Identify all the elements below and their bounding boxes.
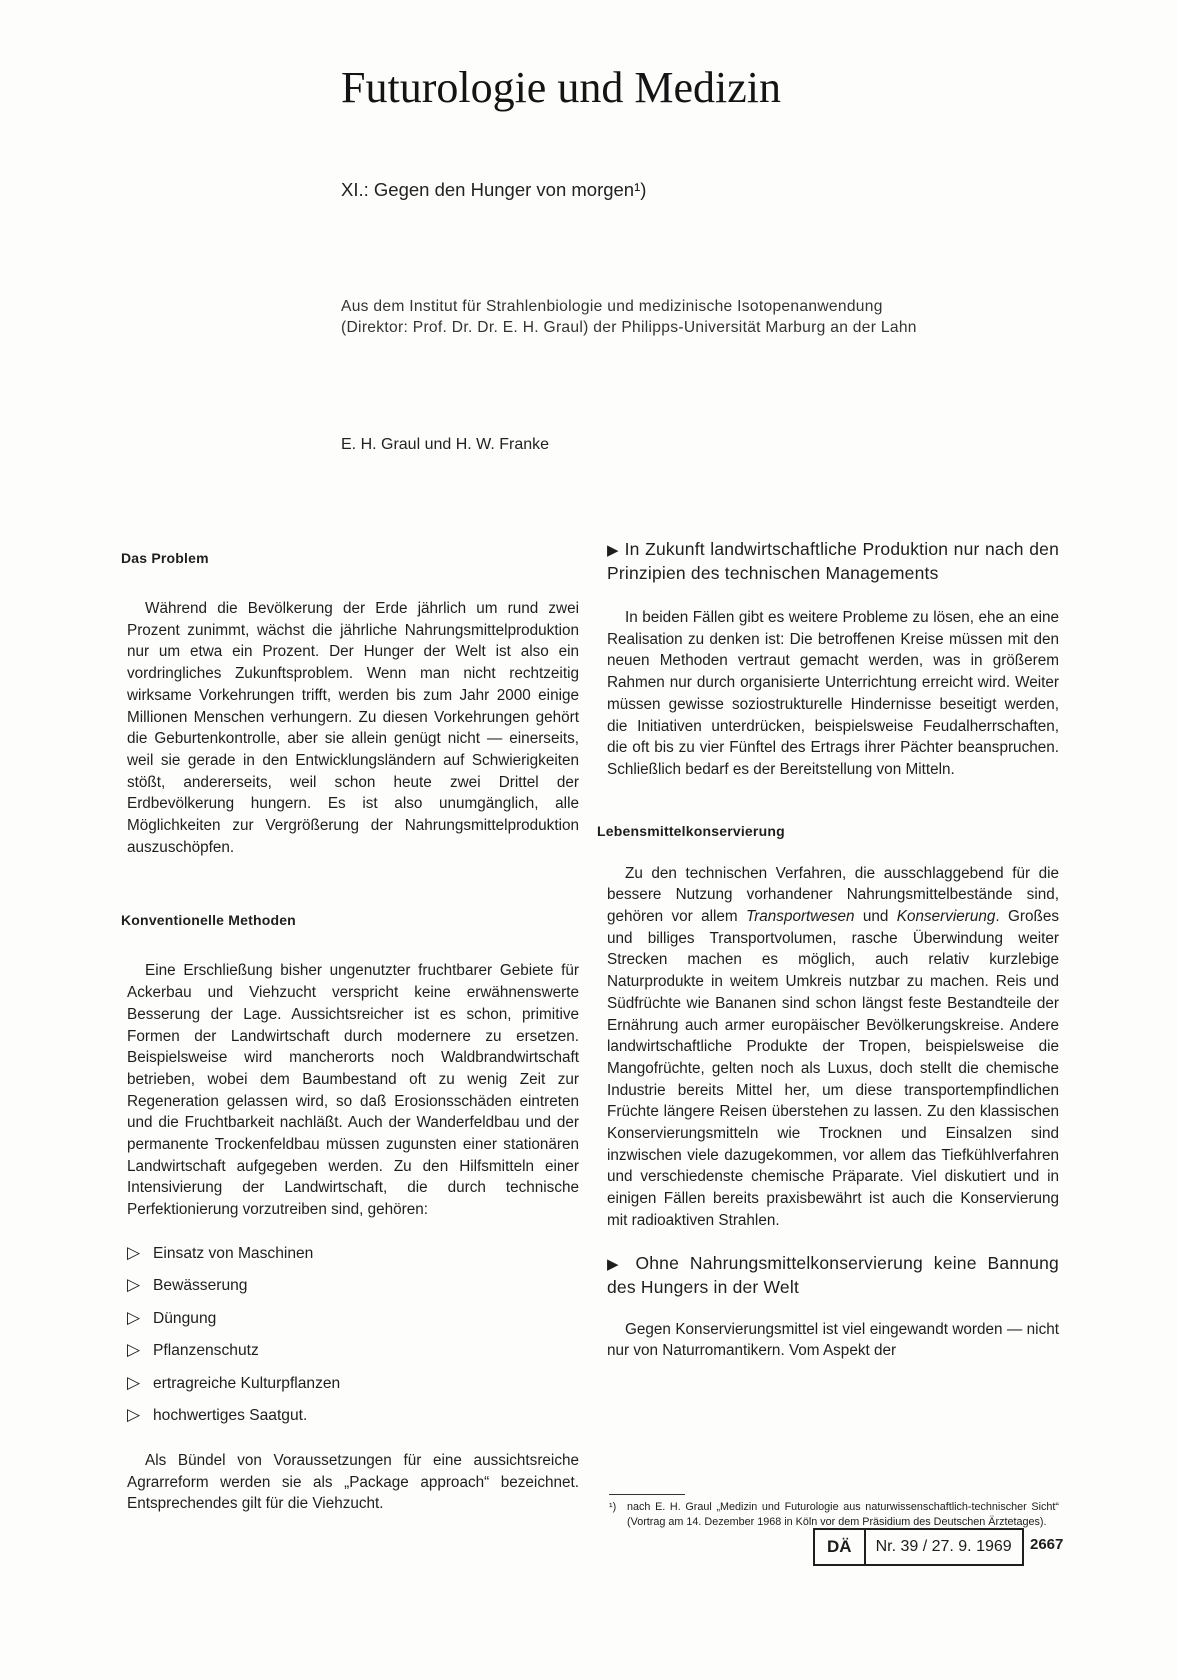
section-heading-lebensmittelkonservierung: Lebensmittelkonservierung	[597, 822, 785, 839]
journal-issue-badge	[813, 1528, 1024, 1566]
list-item: ▷ Düngung	[127, 1302, 579, 1335]
journal-abbreviation: DÄ	[815, 1530, 866, 1564]
footnote-text: nach E. H. Graul „Medizin und Futurologie aus naturwissenschaftlich-technischer Sicht“ (Vortrag am 14. Dezember 1968 in Köln vor dem Präsidium des Deutschen Ärztetages).	[627, 1501, 1059, 1528]
lead-statement-management: ▶ In Zukunft landwirtschaftliche Produktion nur nach den Prinzipien des technischen Managements	[607, 539, 1060, 583]
institute-line-1: Aus dem Institut für Strahlenbiologie und medizinische Isotopenanwendung	[341, 298, 883, 315]
footnote-divider	[609, 1494, 685, 1495]
triangle-outline-icon: ▷	[127, 1242, 141, 1262]
footnote	[609, 1500, 1059, 1529]
paragraph-konservierungsmittel: Gegen Konservierungsmittel ist viel eingewandt worden — nicht nur von Naturromantikern. Vom Aspekt der	[607, 1320, 1059, 1360]
article-title: Futurologie und Medizin	[341, 63, 781, 112]
triangle-outline-icon: ▷	[127, 1275, 141, 1295]
paragraph-package-approach: Als Bündel von Voraussetzungen für eine aussichtsreiche Agrarreform werden sie als „Package approach“ bezeichnet. Entsprechendes gilt für die Viehzucht.	[127, 1451, 579, 1513]
measures-list	[127, 1237, 579, 1432]
left-column	[121, 548, 579, 1515]
footnote-marker: ¹)	[609, 1501, 617, 1513]
right-column	[597, 539, 1060, 1362]
page-number: 2667	[1030, 1536, 1064, 1553]
list-item: ▷ Bewässerung	[127, 1269, 579, 1302]
section-heading-konventionelle-methoden: Konventionelle Methoden	[121, 912, 296, 929]
triangle-filled-icon: ▶	[607, 542, 620, 559]
lead-statement-konservierung: ▶ Ohne Nahrungsmittelkonservierung keine Bannung des Hungers in der Welt	[607, 1252, 1059, 1297]
institute-affiliation	[341, 296, 917, 338]
paragraph-das-problem: Während die Bevölkerung der Erde jährlich um rund zwei Prozent zunimmt, wächst die jährliche Nahrungsmittelproduktion nur um etwa ein Prozent. Der Hunger der Welt ist also ein vordringliches Zukunftsproblem. Wenn man nicht rechtzeitig wirksame Vorkehrungen trifft, werden bis zum Jahr 2000 einige Millionen Menschen verhungern. Zu diesen Vorkehrungen gehört die Geburtenkontrolle, aber sie allein genügt nicht — einerseits, weil sie gerade in den Entwicklungsländern auf Schwierigkeiten stößt, andererseits, weil schon heute zwei Drittel der Erdbevölkerung hungern. Es ist also unumgänglich, alle Möglichkeiten zur Vergrößerung der Nahrungsmittelproduktion auszuschöpfen.	[127, 600, 579, 856]
issue-number-date: Nr. 39 / 27. 9. 1969	[875, 1538, 1012, 1555]
triangle-filled-icon: ▶	[607, 1255, 625, 1273]
triangle-outline-icon: ▷	[127, 1372, 141, 1392]
list-item: ▷ Einsatz von Maschinen	[127, 1237, 579, 1270]
paragraph-lebensmittelkonservierung: Zu den technischen Verfahren, die ausschlaggebend für die bessere Nutzung vorhandener Nahrungsmittelbestände sind, gehören vor allem Transportwesen und Konservierung. Großes und billiges Transportvolumen, rasche Überwindung weiter Strecken machen es möglich, auch relativ kurzlebige Naturprodukte in weitem Umkreis nutzbar zu machen. Reis und Südfrüchte wie Bananen sind schon längst feste Bestandteile der Ernährung auch armer europäischer Bevölkerungskreise. Andere landwirtschaftliche Produkte der Tropen, beispielsweise die Mangofrüchte, gelten noch als Luxus, doch stellt die chemische Industrie bereits Mittel her, um diese transportempfindlichen Früchte längere Reisen überstehen zu lassen. Zu den klassischen Konservierungsmitteln wie Trocknen und Einsalzen sind inzwischen viele dazugekommen, vor allem das Tiefkühlverfahren und verschiedenste chemische Präparate. Viel diskutiert und in einigen Fällen bereits praxisbewährt ist auch die Konservierung mit radioaktiven Strahlen.	[607, 864, 1059, 1229]
list-item: ▷ Pflanzenschutz	[127, 1334, 579, 1367]
list-item: ▷ ertragreiche Kulturpflanzen	[127, 1367, 579, 1400]
list-item: ▷ hochwertiges Saatgut.	[127, 1399, 579, 1432]
triangle-outline-icon: ▷	[127, 1307, 141, 1327]
section-heading-das-problem: Das Problem	[121, 550, 209, 566]
article-subtitle: XI.: Gegen den Hunger von morgen¹)	[341, 179, 647, 200]
triangle-outline-icon: ▷	[127, 1340, 141, 1360]
triangle-outline-icon: ▷	[127, 1405, 141, 1425]
paragraph-konventionelle-methoden: Eine Erschließung bisher ungenutzter fruchtbarer Gebiete für Ackerbau und Viehzucht verspricht keine erwähnenswerte Besserung der Lage. Aussichtsreicher ist es schon, primitive Formen der Landwirtschaft durch modernere zu ersetzen. Beispielsweise wird mancherorts noch Waldbrandwirtschaft betrieben, wobei dem Baumbestand oft zu wenig Zeit zur Regeneration gelassen wird, so daß Erosionsschäden eintreten und die Fruchtbarkeit nachläßt. Auch der Wanderfeldbau und der permanente Trockenfeldbau müssen zugunsten einer stationären Landwirtschaft aufgegeben werden. Zu den Hilfsmitteln einer Intensivierung der Landwirtschaft, die durch technische Perfektionierung vorzutreiben sind, gehören:	[127, 962, 579, 1219]
authors: E. H. Graul und H. W. Franke	[341, 436, 550, 453]
paragraph-probleme: In beiden Fällen gibt es weitere Probleme zu lösen, ehe an eine Realisation zu denken ist: Die betroffenen Kreise müssen mit den neuen Methoden vertraut gemacht werden, was in größerem Rahmen nur durch organisierte Unterrichtung erreicht wird. Weiter müssen gewisse soziostrukturelle Hindernisse beseitigt werden, die Initiativen unterdrücken, beispielsweise Feudalherrschaften, die oft bis zu vier Fünftel des Ertrags ihrer Pächter beanspruchen. Schließlich bedarf es der Bereitstellung von Mitteln.	[607, 609, 1059, 778]
institute-line-2: (Direktor: Prof. Dr. Dr. E. H. Graul) der Philipps-Universität Marburg an der Lahn	[341, 319, 917, 336]
